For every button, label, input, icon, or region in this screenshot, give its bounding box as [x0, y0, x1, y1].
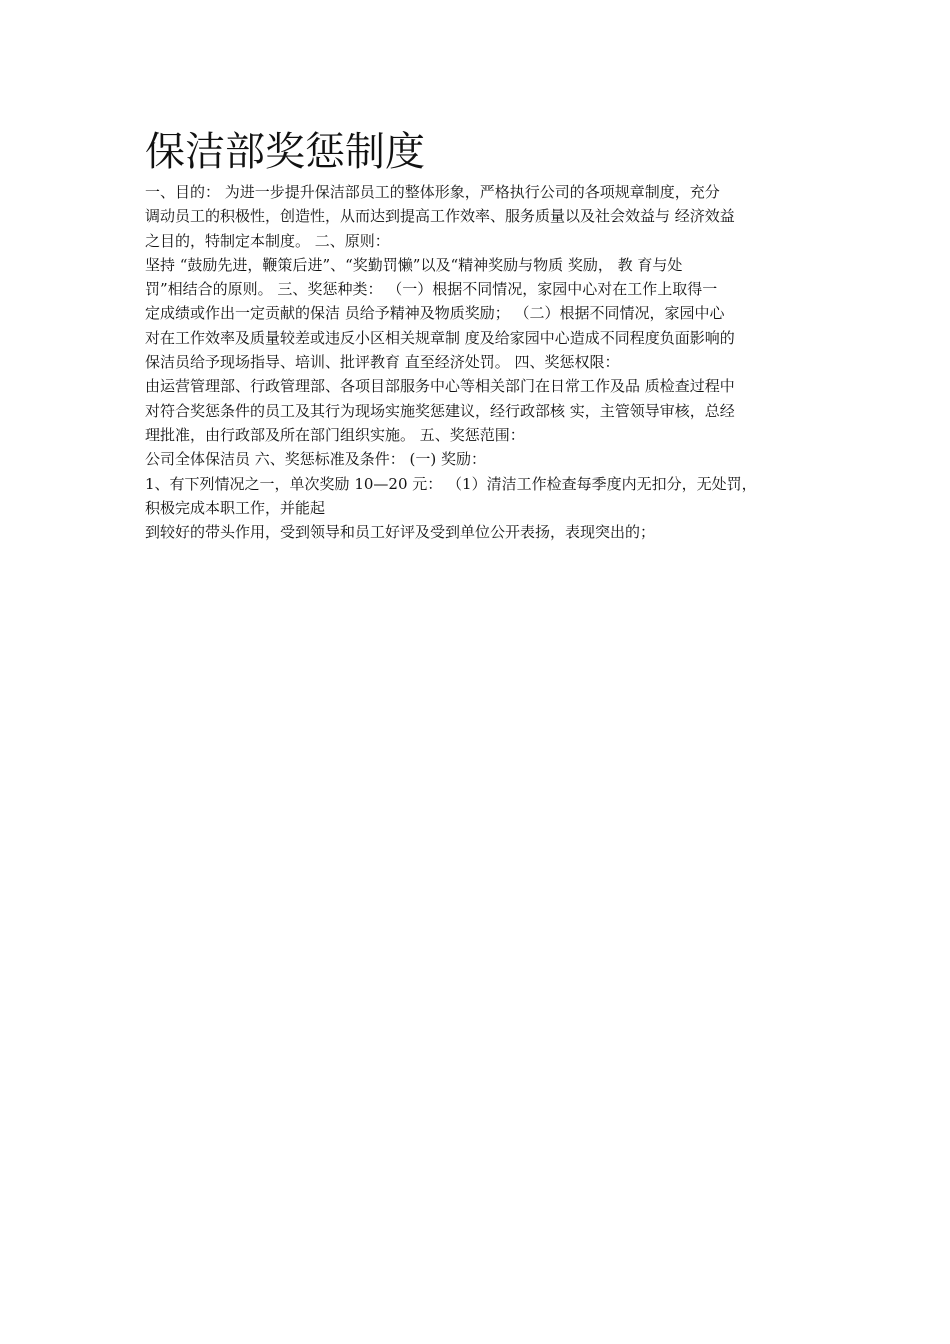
- text-line: 理批准，由行政部及所在部门组织实施。 五、奖惩范围：: [145, 425, 525, 444]
- document-body: [145, 124, 825, 544]
- text-line: 对在工作效率及质量较差或违反小区相关规章制 度及给家园中心造成不同程度负面影响的: [145, 328, 735, 347]
- text-line: 调动员工的积极性，创造性，从而达到提高工作效率、服务质量以及社会效益与 经济效益: [145, 207, 735, 226]
- text-line: 定成绩或作出一定贡献的保洁 员给予精神及物质奖励； （二）根据不同情况，家园中心: [145, 304, 725, 323]
- text-line: 坚持 “鼓励先进，鞭策后进”、“奖勤罚懒”以及“精神奖励与物质 奖励， 教 育与处: [145, 255, 683, 274]
- text-line: 罚”相结合的原则。 三、奖惩种类： （一）根据不同情况，家园中心对在工作上取得一: [145, 280, 718, 299]
- text-line: 到较好的带头作用，受到领导和员工好评及受到单位公开表扬，表现突出的；: [145, 523, 656, 542]
- document-title: 保洁部奖惩制度: [145, 129, 425, 175]
- text-line: 对符合奖惩条件的员工及其行为现场实施奖惩建议，经行政部核 实，主管领导审核，总经: [145, 401, 735, 420]
- text-line: 一、目的： 为进一步提升保洁部员工的整体形象，严格执行公司的各项规章制度，充分: [145, 183, 720, 201]
- text-line: 积极完成本职工作，并能起: [145, 498, 326, 517]
- text-line: 之目的，特制定本制度。 二、原则：: [145, 231, 390, 250]
- text-line: 1、有下列情况之一，单次奖励 10—20 元： （1）清洁工作检查每季度内无扣分，无处罚，: [145, 474, 757, 493]
- text-line: 公司全体保洁员 六、奖惩标准及条件： (一) 奖励：: [145, 450, 487, 469]
- text-line: 由运营管理部、行政管理部、各项目部服务中心等相关部门在日常工作及品 质检查过程中: [145, 377, 735, 396]
- text-line: 保洁员给予现场指导、培训、批评教育 直至经济处罚。 四、奖惩权限：: [145, 353, 620, 372]
